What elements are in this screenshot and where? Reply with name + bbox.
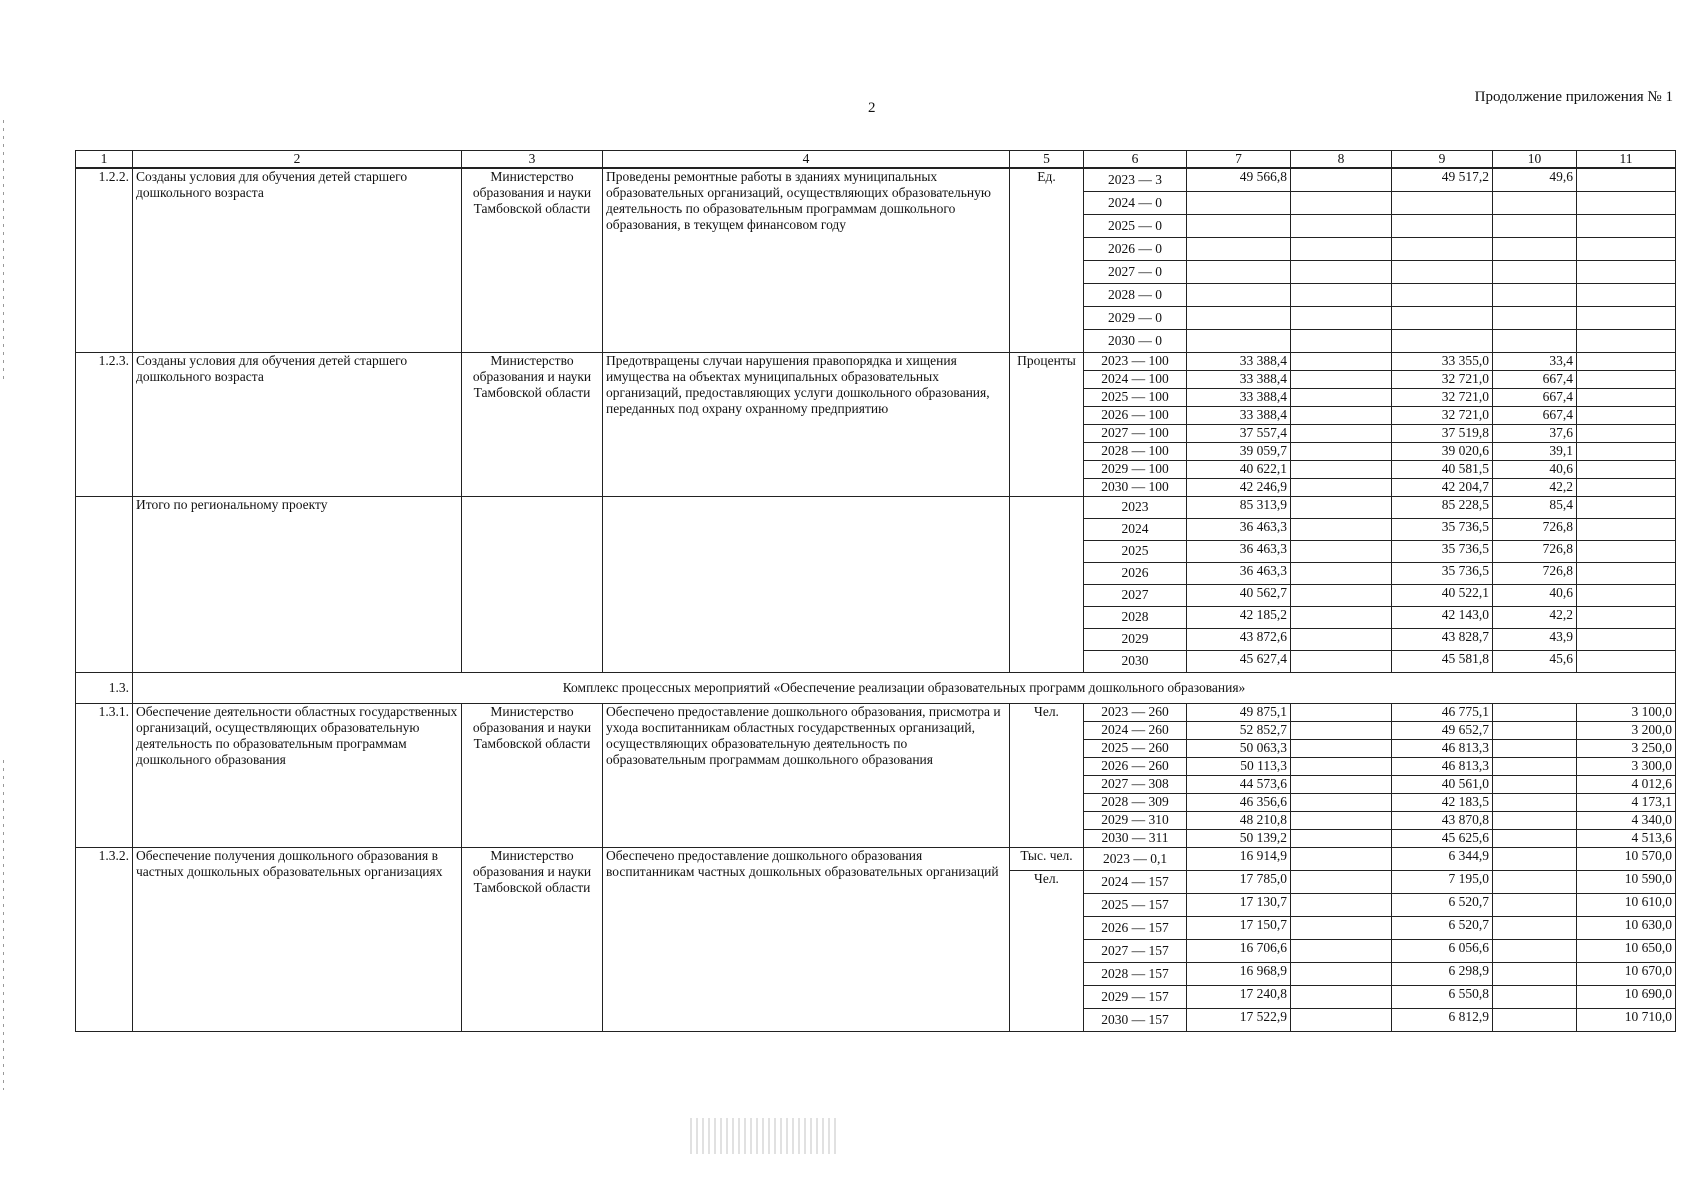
unit: Чел.: [1010, 703, 1084, 847]
responsible-org: Министерство образования и науки Тамбовской области: [462, 703, 603, 847]
amount-col10: 667,4: [1493, 388, 1577, 406]
amount-col10: 33,4: [1493, 352, 1577, 370]
section-title: Комплекс процессных мероприятий «Обеспечение реализации образовательных программ дошкольного образования»: [133, 672, 1676, 703]
amount-col10: [1493, 1008, 1577, 1031]
amount-col7: 36 463,3: [1187, 562, 1291, 584]
column-header: 5: [1010, 151, 1084, 169]
amount-col8: [1291, 775, 1392, 793]
amount-col8: [1291, 893, 1392, 916]
amount-col9: 40 522,1: [1392, 584, 1493, 606]
column-header: 6: [1084, 151, 1187, 169]
amount-col8: [1291, 306, 1392, 329]
amount-col10: [1493, 757, 1577, 775]
amount-col9: [1392, 260, 1493, 283]
amount-col8: [1291, 703, 1392, 721]
amount-col8: [1291, 562, 1392, 584]
amount-col10: 667,4: [1493, 406, 1577, 424]
year-target: 2029 — 100: [1084, 460, 1187, 478]
amount-col8: [1291, 962, 1392, 985]
result-description: Предотвращены случаи нарушения правопорядка и хищения имущества на объектах муниципальных образовательных организаций, предоставляющих услуги дошкольного образования, переданных под охрану охранному предприятию: [603, 352, 1010, 496]
amount-col9: 37 519,8: [1392, 424, 1493, 442]
amount-col11: 10 610,0: [1577, 893, 1676, 916]
amount-col9: 43 828,7: [1392, 628, 1493, 650]
amount-col9: 45 581,8: [1392, 650, 1493, 672]
amount-col9: 35 736,5: [1392, 562, 1493, 584]
appendix-note: Продолжение приложения № 1: [1474, 89, 1673, 105]
amount-col11: [1577, 352, 1676, 370]
amount-col7: [1187, 260, 1291, 283]
total-label: Итого по региональному проекту: [133, 496, 462, 672]
amount-col11: [1577, 329, 1676, 352]
amount-col10: 37,6: [1493, 424, 1577, 442]
unit: Тыс. чел.: [1010, 847, 1084, 870]
amount-col11: [1577, 406, 1676, 424]
amount-col7: 50 113,3: [1187, 757, 1291, 775]
amount-col9: 35 736,5: [1392, 518, 1493, 540]
year-target: 2025 — 0: [1084, 214, 1187, 237]
result-description: Обеспечено предоставление дошкольного образования воспитанникам частных дошкольных образовательных организаций: [603, 847, 1010, 1031]
amount-col9: 46 813,3: [1392, 739, 1493, 757]
amount-col7: 46 356,6: [1187, 793, 1291, 811]
amount-col10: 726,8: [1493, 518, 1577, 540]
amount-col11: 4 173,1: [1577, 793, 1676, 811]
amount-col8: [1291, 442, 1392, 460]
amount-col8: [1291, 584, 1392, 606]
amount-col7: 45 627,4: [1187, 650, 1291, 672]
amount-col9: 6 520,7: [1392, 893, 1493, 916]
year-target: 2030 — 100: [1084, 478, 1187, 496]
amount-col9: 46 775,1: [1392, 703, 1493, 721]
amount-col9: 6 550,8: [1392, 985, 1493, 1008]
amount-col8: [1291, 370, 1392, 388]
row-name: Созданы условия для обучения детей старшего дошкольного возраста: [133, 352, 462, 496]
budget-table: [75, 150, 1676, 1032]
amount-col10: [1493, 283, 1577, 306]
amount-col7: 39 059,7: [1187, 442, 1291, 460]
amount-col9: 42 143,0: [1392, 606, 1493, 628]
amount-col11: 3 300,0: [1577, 757, 1676, 775]
table-row: [76, 847, 1676, 870]
amount-col9: 7 195,0: [1392, 870, 1493, 893]
amount-col9: 35 736,5: [1392, 540, 1493, 562]
year-target: 2023 — 0,1: [1084, 847, 1187, 870]
amount-col10: 42,2: [1493, 606, 1577, 628]
amount-col11: 3 200,0: [1577, 721, 1676, 739]
year-target: 2027 — 308: [1084, 775, 1187, 793]
year-target: 2024 — 0: [1084, 191, 1187, 214]
amount-col8: [1291, 329, 1392, 352]
row-name: Обеспечение получения дошкольного образования в частных дошкольных образовательных организациях: [133, 847, 462, 1031]
amount-col10: [1493, 962, 1577, 985]
row-code: 1.2.2.: [76, 168, 133, 352]
result-description: Обеспечено предоставление дошкольного образования, присмотра и ухода воспитанникам областных государственных организаций, осуществляющих образовательную деятельность по образовательным программам дошкольного образования: [603, 703, 1010, 847]
amount-col7: 42 246,9: [1187, 478, 1291, 496]
amount-col8: [1291, 168, 1392, 191]
amount-col8: [1291, 939, 1392, 962]
amount-col7: [1187, 237, 1291, 260]
amount-col8: [1291, 496, 1392, 518]
amount-col11: [1577, 478, 1676, 496]
row-code: [76, 496, 133, 672]
amount-col9: 42 204,7: [1392, 478, 1493, 496]
page-number: 2: [868, 100, 876, 116]
table-row: [76, 352, 1676, 370]
amount-col7: 40 562,7: [1187, 584, 1291, 606]
responsible-org: [462, 496, 603, 672]
amount-col11: 10 650,0: [1577, 939, 1676, 962]
year-target: 2028 — 157: [1084, 962, 1187, 985]
year-target: 2026 — 157: [1084, 916, 1187, 939]
amount-col9: 45 625,6: [1392, 829, 1493, 847]
row-name: Обеспечение деятельности областных государственных организаций, осуществляющих образовательную деятельность по образовательным программам дошкольного образования: [133, 703, 462, 847]
amount-col7: [1187, 214, 1291, 237]
amount-col8: [1291, 985, 1392, 1008]
year-target: 2025 — 157: [1084, 893, 1187, 916]
amount-col11: [1577, 562, 1676, 584]
column-header: 7: [1187, 151, 1291, 169]
row-code: 1.3.1.: [76, 703, 133, 847]
scan-margin-mark: [3, 760, 4, 1090]
amount-col9: 85 228,5: [1392, 496, 1493, 518]
year-target: 2023 — 100: [1084, 352, 1187, 370]
amount-col10: [1493, 811, 1577, 829]
amount-col7: 48 210,8: [1187, 811, 1291, 829]
amount-col7: 49 875,1: [1187, 703, 1291, 721]
amount-col8: [1291, 721, 1392, 739]
year-target: 2024 — 157: [1084, 870, 1187, 893]
amount-col7: 43 872,6: [1187, 628, 1291, 650]
amount-col8: [1291, 352, 1392, 370]
year-target: 2028 — 100: [1084, 442, 1187, 460]
amount-col7: 44 573,6: [1187, 775, 1291, 793]
amount-col9: 40 561,0: [1392, 775, 1493, 793]
amount-col8: [1291, 237, 1392, 260]
amount-col7: 49 566,8: [1187, 168, 1291, 191]
amount-col7: 16 706,6: [1187, 939, 1291, 962]
year-target: 2026 — 100: [1084, 406, 1187, 424]
amount-col9: [1392, 329, 1493, 352]
year-target: 2027: [1084, 584, 1187, 606]
amount-col8: [1291, 214, 1392, 237]
amount-col10: 39,1: [1493, 442, 1577, 460]
amount-col10: [1493, 721, 1577, 739]
amount-col11: [1577, 370, 1676, 388]
year-target: 2027 — 0: [1084, 260, 1187, 283]
column-header: 3: [462, 151, 603, 169]
amount-col10: [1493, 939, 1577, 962]
column-header: 8: [1291, 151, 1392, 169]
scan-margin-mark: [3, 120, 4, 380]
amount-col9: 49 652,7: [1392, 721, 1493, 739]
amount-col8: [1291, 406, 1392, 424]
year-target: 2026 — 260: [1084, 757, 1187, 775]
amount-col8: [1291, 388, 1392, 406]
row-name: Созданы условия для обучения детей старшего дошкольного возраста: [133, 168, 462, 352]
amount-col10: [1493, 847, 1577, 870]
amount-col7: 42 185,2: [1187, 606, 1291, 628]
amount-col7: 33 388,4: [1187, 406, 1291, 424]
column-header: 9: [1392, 151, 1493, 169]
year-target: 2028 — 309: [1084, 793, 1187, 811]
section-row: [76, 672, 1676, 703]
amount-col9: [1392, 214, 1493, 237]
amount-col9: 6 344,9: [1392, 847, 1493, 870]
amount-col10: 43,9: [1493, 628, 1577, 650]
amount-col7: 17 785,0: [1187, 870, 1291, 893]
year-target: 2029 — 0: [1084, 306, 1187, 329]
amount-col7: 50 139,2: [1187, 829, 1291, 847]
amount-col7: 85 313,9: [1187, 496, 1291, 518]
amount-col9: 6 298,9: [1392, 962, 1493, 985]
faded-stamp-mark: [690, 1118, 840, 1154]
amount-col8: [1291, 793, 1392, 811]
amount-col7: 16 968,9: [1187, 962, 1291, 985]
amount-col11: [1577, 460, 1676, 478]
amount-col10: 667,4: [1493, 370, 1577, 388]
amount-col11: [1577, 388, 1676, 406]
amount-col10: [1493, 703, 1577, 721]
amount-col10: [1493, 237, 1577, 260]
unit: Ед.: [1010, 168, 1084, 352]
row-code: 1.2.3.: [76, 352, 133, 496]
year-target: 2025 — 260: [1084, 739, 1187, 757]
year-target: 2026 — 0: [1084, 237, 1187, 260]
amount-col7: 52 852,7: [1187, 721, 1291, 739]
year-target: 2025: [1084, 540, 1187, 562]
column-header: 4: [603, 151, 1010, 169]
amount-col11: 3 100,0: [1577, 703, 1676, 721]
amount-col9: 32 721,0: [1392, 370, 1493, 388]
amount-col9: 49 517,2: [1392, 168, 1493, 191]
amount-col9: 42 183,5: [1392, 793, 1493, 811]
amount-col7: 36 463,3: [1187, 518, 1291, 540]
column-header: 10: [1493, 151, 1577, 169]
amount-col11: [1577, 424, 1676, 442]
amount-col8: [1291, 191, 1392, 214]
amount-col8: [1291, 424, 1392, 442]
amount-col10: 45,6: [1493, 650, 1577, 672]
year-target: 2024: [1084, 518, 1187, 540]
amount-col8: [1291, 829, 1392, 847]
amount-col8: [1291, 870, 1392, 893]
amount-col11: 10 670,0: [1577, 962, 1676, 985]
year-target: 2030 — 311: [1084, 829, 1187, 847]
amount-col11: 4 012,6: [1577, 775, 1676, 793]
amount-col8: [1291, 260, 1392, 283]
year-target: 2028: [1084, 606, 1187, 628]
amount-col10: 40,6: [1493, 460, 1577, 478]
amount-col7: 17 130,7: [1187, 893, 1291, 916]
amount-col9: 6 812,9: [1392, 1008, 1493, 1031]
amount-col10: [1493, 329, 1577, 352]
year-target: 2024 — 260: [1084, 721, 1187, 739]
section-code: 1.3.: [76, 672, 133, 703]
year-target: 2023 — 260: [1084, 703, 1187, 721]
amount-col11: 10 630,0: [1577, 916, 1676, 939]
result-description: [603, 496, 1010, 672]
amount-col8: [1291, 650, 1392, 672]
amount-col8: [1291, 518, 1392, 540]
amount-col7: 17 522,9: [1187, 1008, 1291, 1031]
table-row: [76, 703, 1676, 721]
amount-col10: [1493, 985, 1577, 1008]
unit: Чел.: [1010, 870, 1084, 1031]
year-target: 2027 — 157: [1084, 939, 1187, 962]
amount-col10: [1493, 829, 1577, 847]
amount-col10: 40,6: [1493, 584, 1577, 606]
amount-col11: [1577, 168, 1676, 191]
amount-col11: [1577, 306, 1676, 329]
amount-col11: 10 590,0: [1577, 870, 1676, 893]
amount-col10: [1493, 916, 1577, 939]
year-target: 2030 — 0: [1084, 329, 1187, 352]
year-target: 2030: [1084, 650, 1187, 672]
amount-col8: [1291, 478, 1392, 496]
amount-col9: 32 721,0: [1392, 388, 1493, 406]
amount-col7: 36 463,3: [1187, 540, 1291, 562]
year-target: 2027 — 100: [1084, 424, 1187, 442]
amount-col11: [1577, 214, 1676, 237]
amount-col11: 4 340,0: [1577, 811, 1676, 829]
amount-col8: [1291, 606, 1392, 628]
amount-col11: [1577, 650, 1676, 672]
responsible-org: Министерство образования и науки Тамбовской области: [462, 352, 603, 496]
amount-col10: 49,6: [1493, 168, 1577, 191]
year-target: 2025 — 100: [1084, 388, 1187, 406]
amount-col7: [1187, 283, 1291, 306]
amount-col10: [1493, 775, 1577, 793]
amount-col11: 4 513,6: [1577, 829, 1676, 847]
amount-col11: [1577, 518, 1676, 540]
year-target: 2024 — 100: [1084, 370, 1187, 388]
amount-col11: 3 250,0: [1577, 739, 1676, 757]
amount-col9: 32 721,0: [1392, 406, 1493, 424]
amount-col8: [1291, 628, 1392, 650]
amount-col11: [1577, 606, 1676, 628]
column-header: 11: [1577, 151, 1676, 169]
amount-col10: 726,8: [1493, 540, 1577, 562]
amount-col11: 10 690,0: [1577, 985, 1676, 1008]
amount-col10: [1493, 739, 1577, 757]
amount-col11: [1577, 584, 1676, 606]
year-target: 2029: [1084, 628, 1187, 650]
amount-col9: 33 355,0: [1392, 352, 1493, 370]
amount-col10: [1493, 870, 1577, 893]
year-target: 2023: [1084, 496, 1187, 518]
amount-col7: 33 388,4: [1187, 352, 1291, 370]
amount-col11: [1577, 260, 1676, 283]
amount-col9: [1392, 283, 1493, 306]
unit: [1010, 496, 1084, 672]
year-target: 2026: [1084, 562, 1187, 584]
year-target: 2028 — 0: [1084, 283, 1187, 306]
amount-col8: [1291, 916, 1392, 939]
total-row: [76, 496, 1676, 518]
column-header: 2: [133, 151, 462, 169]
amount-col10: [1493, 214, 1577, 237]
result-description: Проведены ремонтные работы в зданиях муниципальных образовательных организаций, осуществляющих образовательную деятельность по образовательным программам дошкольного образования, в текущем финансовом году: [603, 168, 1010, 352]
year-target: 2030 — 157: [1084, 1008, 1187, 1031]
amount-col9: 43 870,8: [1392, 811, 1493, 829]
amount-col10: 42,2: [1493, 478, 1577, 496]
responsible-org: Министерство образования и науки Тамбовской области: [462, 847, 603, 1031]
amount-col7: [1187, 329, 1291, 352]
amount-col7: 33 388,4: [1187, 370, 1291, 388]
amount-col11: [1577, 442, 1676, 460]
amount-col9: 6 056,6: [1392, 939, 1493, 962]
amount-col7: 33 388,4: [1187, 388, 1291, 406]
amount-col11: [1577, 540, 1676, 562]
amount-col8: [1291, 283, 1392, 306]
amount-col9: 6 520,7: [1392, 916, 1493, 939]
amount-col9: 46 813,3: [1392, 757, 1493, 775]
year-target: 2029 — 310: [1084, 811, 1187, 829]
amount-col9: [1392, 306, 1493, 329]
amount-col7: [1187, 191, 1291, 214]
amount-col7: 17 240,8: [1187, 985, 1291, 1008]
amount-col8: [1291, 757, 1392, 775]
amount-col8: [1291, 739, 1392, 757]
amount-col7: [1187, 306, 1291, 329]
amount-col7: 50 063,3: [1187, 739, 1291, 757]
amount-col7: 17 150,7: [1187, 916, 1291, 939]
amount-col10: [1493, 191, 1577, 214]
amount-col11: [1577, 283, 1676, 306]
amount-col9: 40 581,5: [1392, 460, 1493, 478]
amount-col11: [1577, 237, 1676, 260]
amount-col9: 39 020,6: [1392, 442, 1493, 460]
amount-col7: 37 557,4: [1187, 424, 1291, 442]
amount-col7: 40 622,1: [1187, 460, 1291, 478]
amount-col11: 10 570,0: [1577, 847, 1676, 870]
amount-col8: [1291, 847, 1392, 870]
amount-col8: [1291, 811, 1392, 829]
amount-col11: [1577, 191, 1676, 214]
amount-col10: [1493, 893, 1577, 916]
unit: Проценты: [1010, 352, 1084, 496]
column-number-row: [76, 151, 1676, 169]
amount-col10: 85,4: [1493, 496, 1577, 518]
amount-col7: 16 914,9: [1187, 847, 1291, 870]
amount-col9: [1392, 237, 1493, 260]
table-row: [76, 168, 1676, 191]
year-target: 2029 — 157: [1084, 985, 1187, 1008]
amount-col8: [1291, 540, 1392, 562]
amount-col10: 726,8: [1493, 562, 1577, 584]
amount-col11: [1577, 496, 1676, 518]
amount-col8: [1291, 1008, 1392, 1031]
year-target: 2023 — 3: [1084, 168, 1187, 191]
amount-col8: [1291, 460, 1392, 478]
row-code: 1.3.2.: [76, 847, 133, 1031]
amount-col11: [1577, 628, 1676, 650]
column-header: 1: [76, 151, 133, 169]
amount-col9: [1392, 191, 1493, 214]
amount-col10: [1493, 793, 1577, 811]
amount-col11: 10 710,0: [1577, 1008, 1676, 1031]
responsible-org: Министерство образования и науки Тамбовской области: [462, 168, 603, 352]
amount-col10: [1493, 306, 1577, 329]
amount-col10: [1493, 260, 1577, 283]
